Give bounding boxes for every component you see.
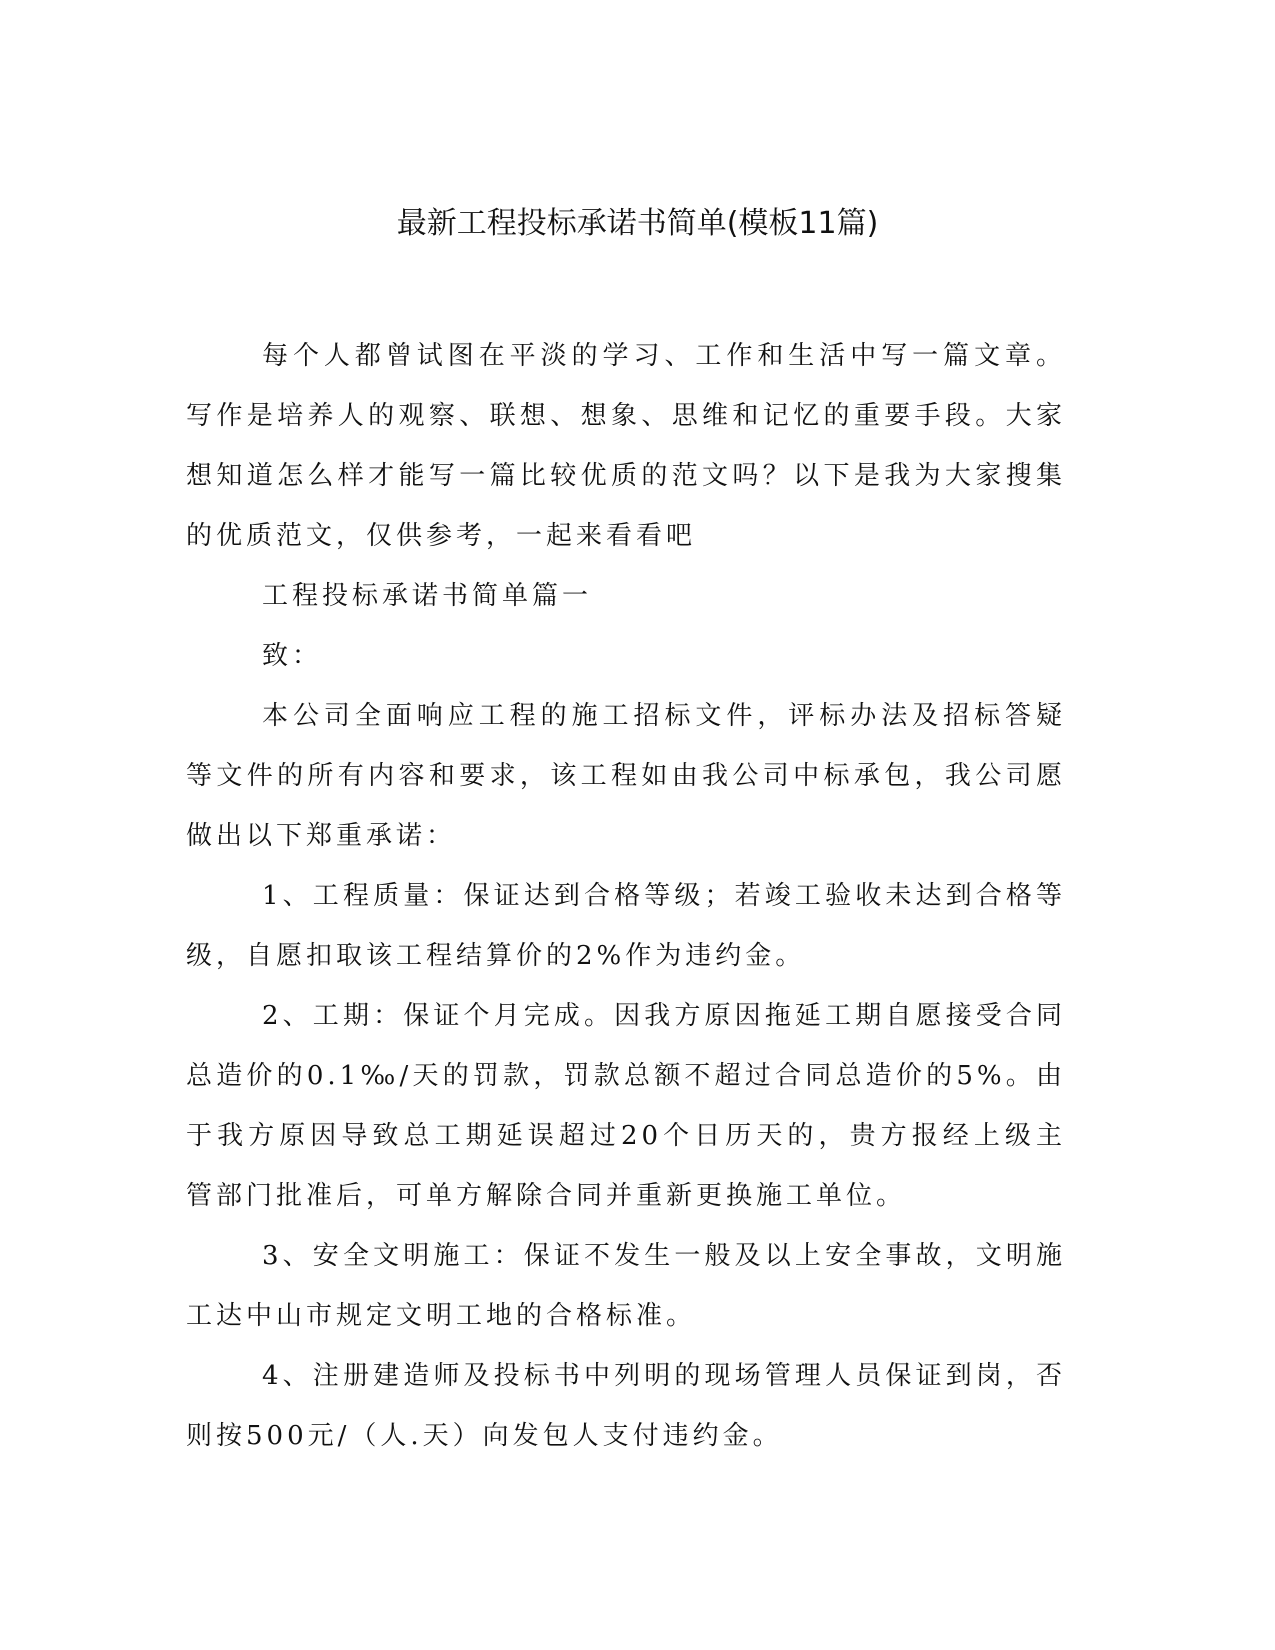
document-body — [186, 326, 1066, 1466]
salutation: 致： — [262, 641, 323, 671]
item-quality: 1、工程质量：保证达到合格等级；若竣工验收未达到合格等级，自愿扣取该工程结算价的2%作为违约金。 — [186, 881, 1066, 971]
item-schedule: 2、工期：保证个月完成。因我方原因拖延工期自愿接受合同总造价的0.1‰/天的罚款，罚款总额不超过合同总造价的5%。由于我方原因导致总工期延误超过20个日历天的，贵方报经上级主管部门批准后，可单方解除合同并重新更换施工单位。 — [186, 1001, 1066, 1211]
intro-paragraph: 每个人都曾试图在平淡的学习、工作和生活中写一篇文章。写作是培养人的观察、联想、想象、思维和记忆的重要手段。大家想知道怎么样才能写一篇比较优质的范文吗？以下是我为大家搜集的优质范文，仅供参考，一起来看看吧 — [186, 341, 1066, 551]
commitment-paragraph: 本公司全面响应工程的施工招标文件，评标办法及招标答疑等文件的所有内容和要求，该工程如由我公司中标承包，我公司愿做出以下郑重承诺： — [186, 701, 1066, 851]
section-heading: 工程投标承诺书简单篇一 — [262, 581, 593, 611]
item-safety: 3、安全文明施工：保证不发生一般及以上安全事故，文明施工达中山市规定文明工地的合格标准。 — [186, 1241, 1066, 1331]
item-personnel: 4、注册建造师及投标书中列明的现场管理人员保证到岗，否则按500元/（人.天）向发包人支付违约金。 — [186, 1361, 1066, 1451]
document-title: 最新工程投标承诺书简单(模板11篇) — [396, 206, 879, 241]
